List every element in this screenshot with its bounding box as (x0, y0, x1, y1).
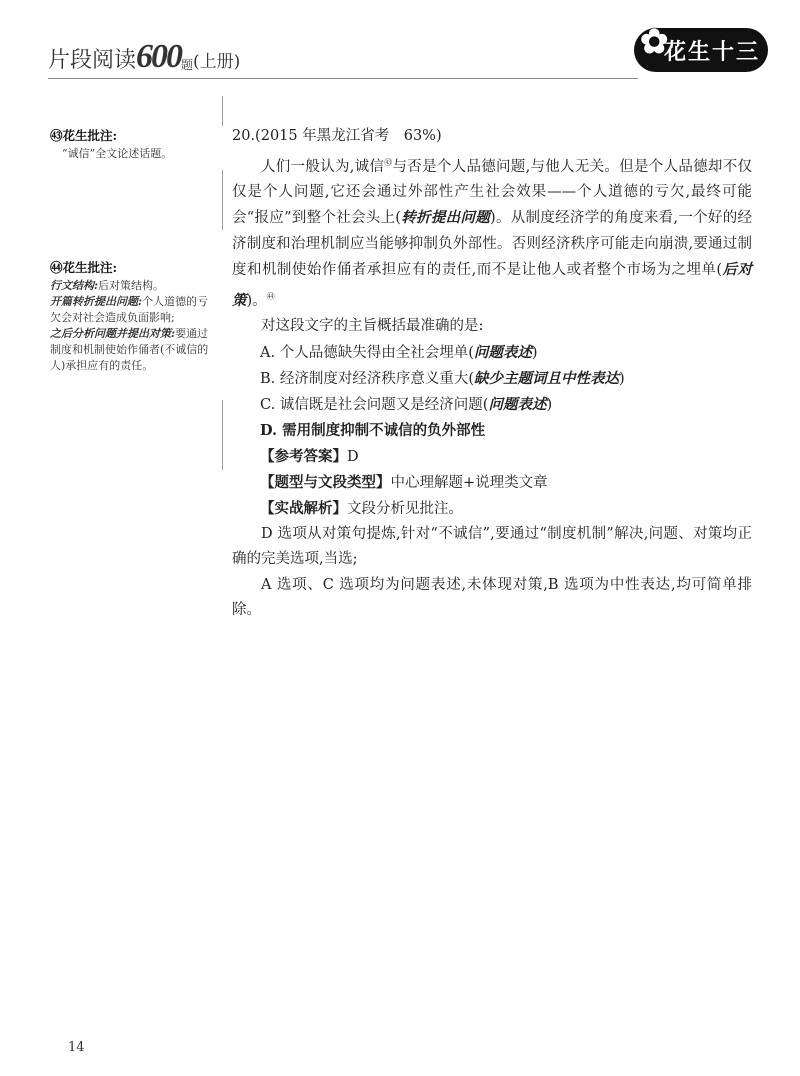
book-ti: 题 (181, 58, 194, 72)
margin-divider (222, 96, 223, 126)
note-heading: ㊸花生批注: (50, 128, 118, 143)
option-b: B. 经济制度对经济秩序意义重大(缺少主题词且中性表达) (260, 369, 625, 387)
book-title: 片段阅读 (48, 48, 137, 73)
analysis: 【实战解析】文段分析见批注。 (260, 499, 463, 517)
book-number: 600 (136, 38, 182, 75)
note-line: 开篇转折提出问题:个人道德的亏欠会对社会造成负面影响; (50, 295, 209, 324)
page-number: 14 (68, 1040, 85, 1055)
option-d: D. 需用制度抑制不诚信的负外部性 (260, 421, 486, 439)
margin-divider (222, 400, 223, 470)
note-heading: ㊹花生批注: (50, 260, 118, 275)
note-line: 行文结构:后对策结构。 (50, 279, 165, 292)
margin-divider (222, 170, 223, 230)
note-text: “诚信”全文论述话题。 (62, 147, 173, 160)
book-volume: (上册) (193, 52, 241, 72)
reference-answer: 【参考答案】D (260, 447, 359, 465)
brand-logo (634, 22, 768, 72)
header-rule (48, 78, 638, 79)
analysis-p2: A 选项、C 选项均为问题表述,未体现对策,B 选项为中性表达,均可简单排除。 (232, 576, 752, 619)
note-line: 之后分析问题并提出对策:要通过制度和机制使始作俑者(不诚信的人)承担应有的责任。 (50, 327, 209, 372)
sidebar-note-44 (50, 260, 210, 374)
question-title: 20.(2015 年黑龙江省考 63%) (232, 128, 442, 144)
question-prompt: 对这段文字的主旨概括最准确的是: (261, 318, 484, 335)
question-passage: 人们一般认为,诚信$^㊸$与否是个人品德问题,与他人无关。但是个人品德却不仅仅是个人问题,它还会通过外部性产生社会效果——个人道德的亏欠,最终可能会“报应”到整个社会头上(转折提出问题)。从制度经济学的角度来看,一个好的经济制度和治理机制应当能够抑制负外部性。否则经济秩序可能走向崩溃,要通过制度和机制使始作俑者承担应有的责任,而不是让他人或者整个市场为之埋单(后对策)。$^㊹$ (232, 157, 753, 309)
peanut-icon: ✿ (640, 22, 671, 62)
running-header (48, 38, 240, 76)
option-a: A. 个人品德缺失得由全社会埋单(问题表述) (260, 343, 538, 361)
analysis-p1: D 选项从对策句提炼,针对“不诚信”,要通过“制度机制”解决,问题、对策均正确的完美选项,当选; (232, 525, 752, 568)
logo-text: 花生十三 (663, 38, 760, 65)
question-block (232, 124, 752, 624)
option-c: C. 诚信既是社会问题又是经济问题(问题表述) (260, 395, 553, 413)
question-type: 【题型与文段类型】中心理解题+说理类文章 (260, 473, 548, 491)
sidebar-note-43 (50, 128, 230, 162)
